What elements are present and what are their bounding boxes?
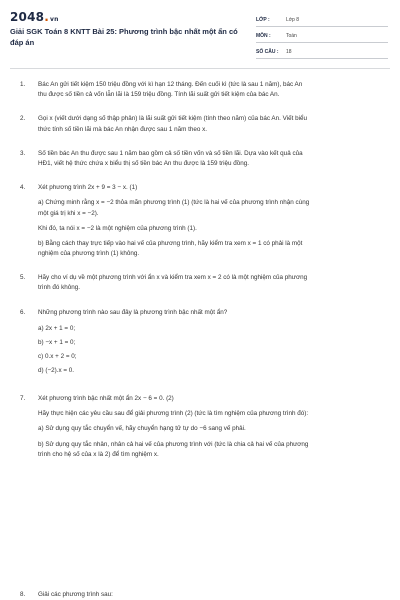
meta-row: [256, 14, 388, 27]
text-line: Khi đó, ta nói x = −2 là một nghiệm của phương trình (1).: [38, 224, 197, 232]
text-line: nghiệm của phương trình (1) không.: [38, 250, 140, 258]
text-line: Xét phương trình bậc nhất một ẩn 2x − 6 = 0. (2): [38, 395, 174, 403]
meta-row: [256, 30, 388, 43]
question-paragraph: [38, 409, 390, 419]
question-item: [20, 183, 390, 259]
question-number: 8.: [20, 591, 26, 598]
page-header: [0, 0, 400, 66]
site-logo[interactable]: [10, 10, 59, 24]
meta-key: SỐ CÂU :: [256, 49, 279, 55]
meta-value: Lớp 8: [286, 17, 300, 23]
question-paragraph: [38, 149, 390, 169]
header-divider: [10, 68, 390, 69]
meta-key: MÔN :: [256, 33, 271, 39]
question-body: [38, 273, 390, 293]
question-body: [38, 394, 390, 460]
question-list: [20, 80, 390, 474]
logo-main: 2048: [10, 10, 45, 24]
text-line: Số tiền bác An thu được sau 1 năm bao gồm cả số tiền vốn và số tiền lãi. Dựa vào kết quả của: [38, 149, 303, 157]
question-number: 7.: [20, 395, 26, 403]
question-8-partial: [20, 590, 113, 600]
question-item: [20, 394, 390, 460]
meta-row: [256, 46, 388, 59]
text-line: a) Chứng minh rằng x = −2 thỏa mãn phương trình (1) (tức là hai vế của phương trình nhận cùng: [38, 199, 310, 207]
option-item: c) 0.x + 2 = 0;: [38, 352, 77, 360]
question-number: 3.: [20, 149, 26, 157]
text-line: Những phương trình nào sau đây là phương trình bậc nhất một ẩn?: [38, 308, 228, 316]
question-paragraph: [38, 183, 390, 193]
question-number: 2.: [20, 115, 26, 123]
logo-tld: vn: [49, 16, 59, 23]
text-line: Hãy cho ví dụ về một phương trình với ẩn x và kiểm tra xem x = 2 có là một nghiệm của phương: [38, 274, 308, 282]
question-paragraph: [38, 80, 390, 100]
question-body: [38, 183, 390, 259]
question-item: [20, 308, 390, 380]
question-paragraph: [38, 273, 390, 293]
document-title: Giải SGK Toán 8 KNTT Bài 25: Phương trình bậc nhất một ẩn có đáp án: [10, 27, 238, 47]
question-body: [38, 149, 390, 169]
text-line: một giá trị khi x = −2).: [38, 209, 99, 217]
text-line: b) Sử dụng quy tắc nhân, nhân cả hai vế của phương trình với (tức là chia cả hai vế của phương: [38, 440, 309, 448]
text-line: thức tính số tiền lãi mà bác An nhận được sau 1 năm theo x.: [38, 125, 208, 133]
logo-dot: .: [44, 10, 49, 24]
question-number: 5.: [20, 274, 26, 282]
meta-value: 18: [286, 49, 292, 55]
text-line: Bác An gửi tiết kiệm 150 triệu đồng với kì hạn 12 tháng. Đến cuối kì (tức là sau 1 năm), bác An: [38, 81, 303, 88]
question-paragraph: [38, 424, 390, 434]
meta-panel: [256, 14, 388, 62]
option-list: [38, 324, 390, 376]
text-line: trình đó không.: [38, 284, 81, 292]
question-number: 6.: [20, 308, 26, 316]
question-body: [38, 80, 390, 100]
option-item: d) (−2).x = 0.: [38, 367, 75, 374]
question-paragraph: [38, 114, 390, 134]
text-line: thu được số tiền cả vốn lẫn lãi là 159 triệu đồng. Tính lãi suất gửi tiết kiệm của bác An.: [38, 91, 280, 99]
question-paragraph: [38, 440, 390, 460]
question-item: [20, 273, 390, 293]
text-line: Gọi x (viết dưới dạng số thập phân) là lãi suất gửi tiết kiệm (tính theo năm) của bác An. Viết biểu: [38, 115, 308, 123]
question-item: [20, 149, 390, 169]
option-item: a) 2x + 1 = 0;: [38, 324, 76, 332]
text-line: trình cho hệ số của x là 2) để tìm nghiệm x.: [38, 450, 159, 458]
text-line: Xét phương trình 2x + 9 = 3 − x. (1): [38, 184, 138, 192]
question-item: [20, 114, 390, 134]
question-paragraph: [38, 239, 390, 259]
text-line: a) Sử dụng quy tắc chuyển vế, hãy chuyển hạng tử tự do −6 sang vế phải.: [38, 425, 246, 433]
question-text: Giải các phương trình sau:: [38, 591, 113, 598]
question-paragraph: [38, 394, 390, 404]
question-paragraph: [38, 198, 390, 218]
meta-value: Toán: [286, 33, 297, 39]
question-body: [38, 308, 390, 380]
question-body: [38, 114, 390, 134]
question-paragraph: [38, 308, 390, 318]
text-line: Hãy thực hiện các yêu cầu sau để giải phương trình (2) (tức là tìm nghiệm của phương trình đó):: [38, 410, 309, 418]
meta-key: LỚP :: [256, 17, 270, 23]
option-item: b) −x + 1 = 0;: [38, 338, 76, 346]
text-line: b) Bằng cách thay trực tiếp vào hai vế của phương trình, hãy kiểm tra xem x = 1 có phải là một: [38, 239, 303, 247]
text-line: HĐ1, viết hệ thức chứa x biểu thị số tiền bác An thu được là 159 triệu đồng.: [38, 159, 250, 167]
question-paragraph: [38, 224, 390, 234]
question-item: [20, 80, 390, 100]
question-number: 1.: [20, 81, 26, 88]
question-number: 4.: [20, 184, 26, 192]
